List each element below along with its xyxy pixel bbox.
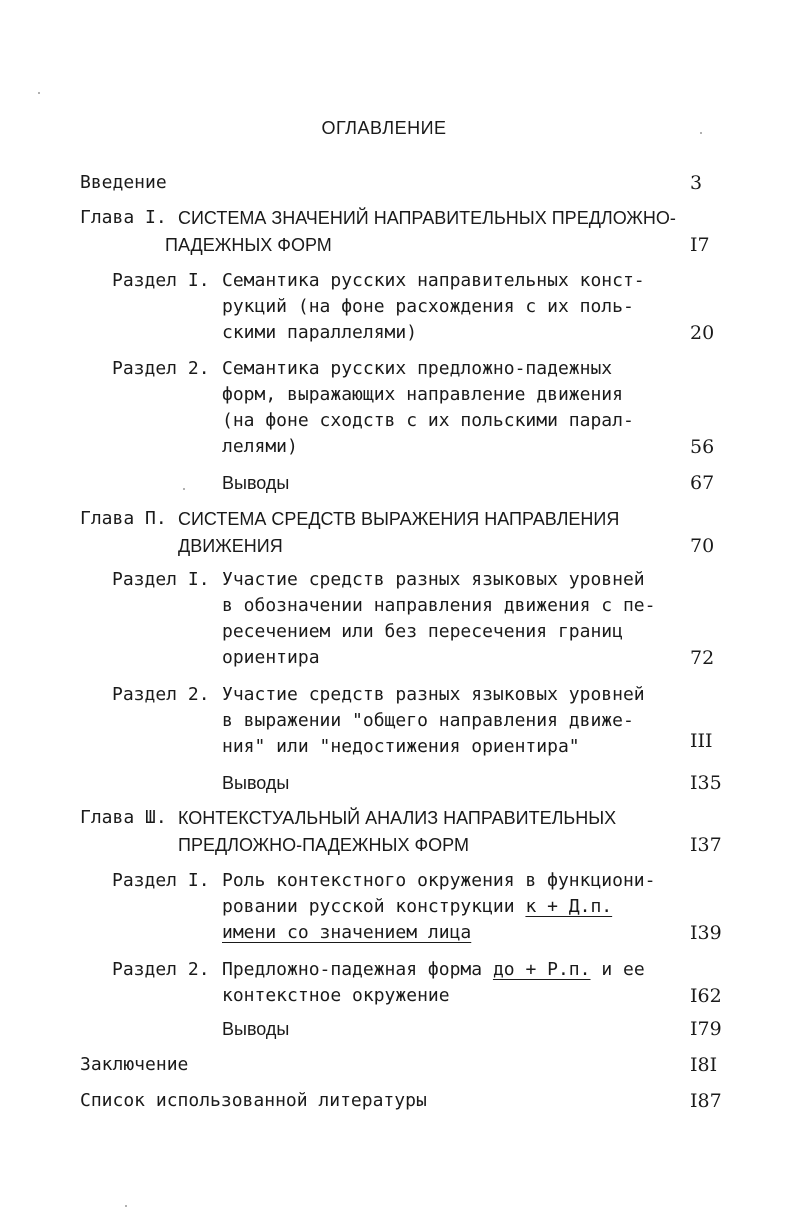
- section-label: Раздел 2.: [112, 959, 210, 980]
- scan-speck: [183, 488, 185, 490]
- page-number: 72: [690, 647, 715, 669]
- scan-speck: [38, 92, 40, 94]
- section-label: Раздел I.: [112, 270, 210, 291]
- page-number: III: [690, 730, 713, 752]
- scan-speck: [125, 1205, 127, 1207]
- chapter-title-line: СИСТЕМА ЗНАЧЕНИЙ НАПРАВИТЕЛЬНЫХ ПРЕДЛОЖНО-: [178, 208, 676, 228]
- section-label: Раздел 2.: [112, 684, 210, 705]
- chapter-label: Глава I.: [80, 207, 167, 228]
- section-title-line: ориентира: [222, 647, 320, 668]
- section-title-line: Семантика русских направительных конст-: [222, 270, 645, 291]
- entry-label: Список использованной литературы: [80, 1090, 427, 1111]
- page-number: 20: [690, 322, 715, 344]
- page-number: I35: [690, 772, 722, 794]
- section-title-line: Участие средств разных языковых уровней: [222, 684, 645, 705]
- section-title-line: скими параллелями): [222, 322, 418, 343]
- scan-speck: [700, 132, 702, 134]
- page-number: I37: [690, 834, 722, 856]
- section-title-line: лелями): [222, 436, 298, 457]
- page-number: I79: [690, 1018, 722, 1040]
- chapter-title-line: ПРЕДЛОЖНО-ПАДЕЖНЫХ ФОРМ: [178, 835, 469, 855]
- underlined-construction: до + Р.п.: [492, 959, 591, 980]
- section-title-line: в выражении "общего направления движе-: [222, 710, 634, 731]
- conclusions-label: Выводы: [222, 773, 290, 793]
- underlined-construction: к + Д.п.: [525, 896, 613, 917]
- chapter-title-line: КОНТЕКСТУАЛЬНЫЙ АНАЛИЗ НАПРАВИТЕЛЬНЫХ: [178, 808, 617, 828]
- section-title-line: Семантика русских предложно-падежных: [222, 358, 613, 379]
- section-title-line: Участие средств разных языковых уровней: [222, 569, 645, 590]
- section-title-text: Предложно-падежная форма: [222, 959, 493, 980]
- toc-title: ОГЛАВЛЕНИЕ: [321, 118, 447, 138]
- page-number: 67: [690, 472, 715, 494]
- chapter-label: Глава П.: [80, 508, 167, 529]
- page-number: 56: [690, 436, 715, 458]
- underlined-construction: имени со значением лица: [222, 922, 472, 943]
- section-title-text: ровании русской конструкции: [222, 896, 526, 917]
- section-title-line: ресечением или без пересечения границ: [222, 621, 623, 642]
- section-title-line: форм, выражающих направление движения: [222, 384, 623, 405]
- entry-label: Заключение: [80, 1054, 189, 1075]
- page-number: I8I: [690, 1054, 718, 1076]
- section-title-line: в обозначении направления движения с пе-: [222, 595, 656, 616]
- page-number: I39: [690, 922, 722, 944]
- chapter-title-line: ДВИЖЕНИЯ: [178, 536, 283, 556]
- page-number: I7: [690, 234, 710, 256]
- section-title-line: рукций (на фоне расхождения с их поль-: [222, 296, 634, 317]
- conclusions-label: Выводы: [222, 473, 290, 493]
- page-number: I62: [690, 985, 722, 1007]
- section-label: Раздел 2.: [112, 358, 210, 379]
- chapter-title-line: СИСТЕМА СРЕДСТВ ВЫРАЖЕНИЯ НАПРАВЛЕНИЯ: [178, 509, 620, 529]
- section-title-line: контекстное окружение: [222, 985, 450, 1006]
- section-title-line: [222, 894, 612, 920]
- section-title-text: и ее: [590, 959, 645, 980]
- section-title-line: [222, 957, 645, 983]
- page-number: 3: [690, 172, 703, 194]
- section-title-line: Роль контекстного окружения в функциони-: [222, 870, 656, 891]
- section-title-line: (на фоне сходств с их польскими парал-: [222, 410, 634, 431]
- page-number: 70: [690, 535, 715, 557]
- chapter-title-line: ПАДЕЖНЫХ ФОРМ: [165, 235, 332, 255]
- section-label: Раздел I.: [112, 569, 210, 590]
- chapter-label: Глава Ш.: [80, 807, 167, 828]
- page-number: I87: [690, 1090, 722, 1112]
- entry-label: Введение: [80, 172, 167, 193]
- section-label: Раздел I.: [112, 870, 210, 891]
- conclusions-label: Выводы: [222, 1019, 290, 1039]
- section-title-line: ния" или "недостижения ориентира": [222, 736, 580, 757]
